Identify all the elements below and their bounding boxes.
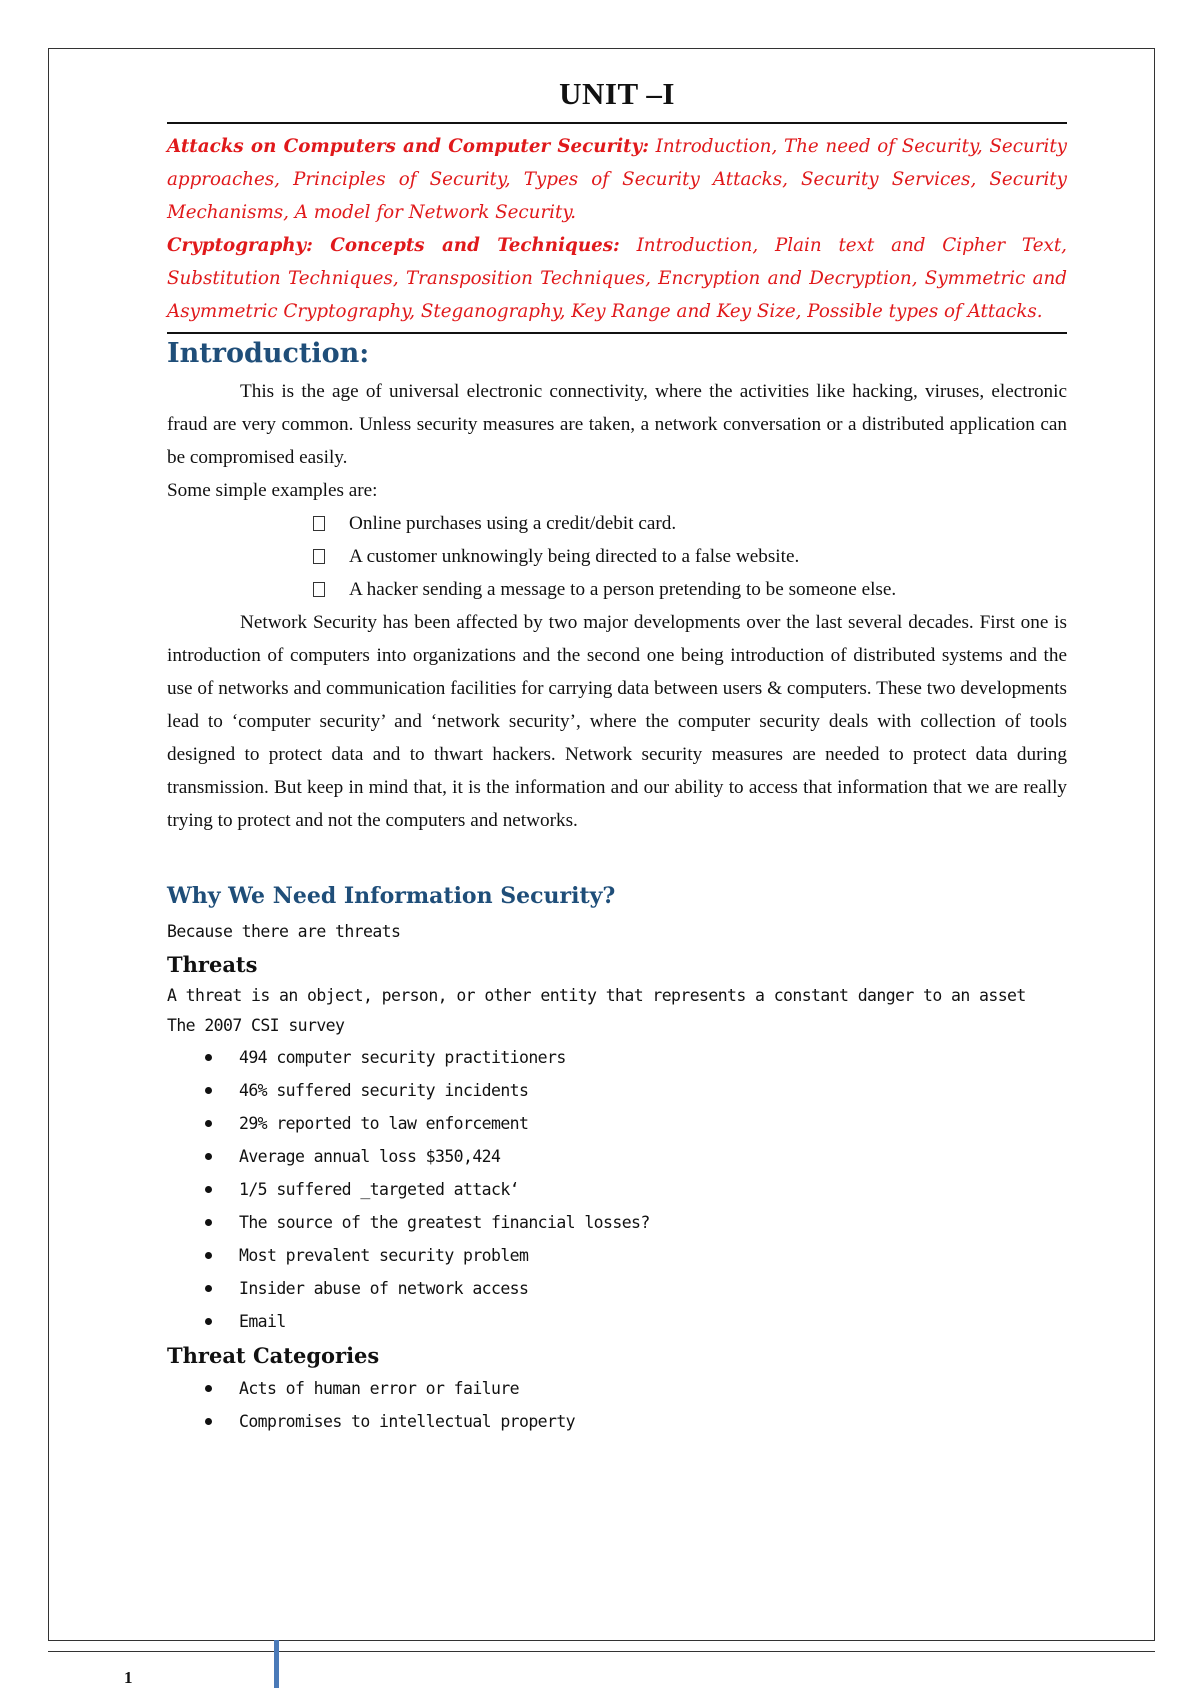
bottom-divider	[167, 332, 1067, 334]
intro-paragraph: This is the age of universal electronic connectivity, where the activities like hacking, viruses, electronic fraud are very common. Unless security measures are taken, a network conversation or a distributed application can be compromised easily.	[167, 381, 1067, 468]
list-item: The source of the greatest financial losses?	[203, 1206, 1067, 1239]
list-item: Online purchases using a credit/debit card.	[313, 507, 1067, 540]
list-item: Most prevalent security problem	[203, 1239, 1067, 1272]
bullet-icon	[205, 1186, 212, 1193]
bullet-icon	[205, 1318, 212, 1325]
missing-glyph-icon	[313, 582, 325, 597]
missing-glyph-icon	[313, 516, 325, 531]
footer-divider	[48, 1651, 1155, 1652]
syllabus-topics	[167, 124, 1067, 332]
list-item: Average annual loss $350,424	[203, 1140, 1067, 1173]
bullet-icon	[205, 1285, 212, 1292]
list-item: 46% suffered security incidents	[203, 1074, 1067, 1107]
topic-cryptography	[167, 229, 1067, 328]
list-item: 29% reported to law enforcement	[203, 1107, 1067, 1140]
survey-list	[167, 1041, 1067, 1338]
list-item: A hacker sending a message to a person pretending to be someone else.	[313, 573, 1067, 606]
unit-title: UNIT –I	[559, 76, 675, 111]
list-item: A customer unknowingly being directed to a false website.	[313, 540, 1067, 573]
list-item: Acts of human error or failure	[203, 1372, 1067, 1405]
why-subtitle: Because there are threats	[167, 922, 401, 941]
bullet-icon	[205, 1120, 212, 1127]
threat-categories-list	[167, 1372, 1067, 1438]
bullet-icon	[205, 1385, 212, 1392]
threat-definition: A threat is an object, person, or other entity that represents a constant danger to an asset	[167, 986, 1026, 1005]
topic-text: Introduction, The need of Security, Security approaches, Principles of Security, Types of Security Attacks, Security Services, Security Mechanisms, A model for Network Security.	[167, 136, 1067, 223]
bullet-icon	[205, 1418, 212, 1425]
topic-attacks	[167, 130, 1067, 229]
list-item: Insider abuse of network access	[203, 1272, 1067, 1305]
page-number-accent-bar	[274, 1640, 279, 1688]
bullet-icon	[205, 1252, 212, 1259]
topic-heading: Attacks on Computers and Computer Security:	[167, 136, 649, 157]
survey-label: The 2007 CSI survey	[167, 1016, 345, 1035]
page-number: 1	[124, 1668, 133, 1687]
list-item: Compromises to intellectual property	[203, 1405, 1067, 1438]
list-item: Email	[203, 1305, 1067, 1338]
threat-categories-heading: Threat Categories	[167, 1343, 380, 1368]
network-security-paragraph: Network Security has been affected by two major developments over the last several decades. First one is introduction of computers into organizations and the second one being introduction of distributed systems and the use of networks and communication facilities for carrying data between users & computers. These two developments lead to ‘computer security’ and ‘network security’, where the computer security deals with collection of tools designed to protect data and to thwart hackers. Network security measures are needed to protect data during transmission. But keep in mind that, it is the information and our ability to access that information that we are really trying to protect and not the computers and networks.	[167, 612, 1067, 831]
section-heading-introduction: Introduction:	[167, 338, 370, 369]
list-item: 1/5 suffered _targeted attack‘	[203, 1173, 1067, 1206]
examples-list	[313, 507, 1067, 606]
missing-glyph-icon	[313, 549, 325, 564]
bullet-icon	[205, 1087, 212, 1094]
bullet-icon	[205, 1153, 212, 1160]
threats-heading: Threats	[167, 952, 258, 977]
list-item: 494 computer security practitioners	[203, 1041, 1067, 1074]
topic-heading: Cryptography: Concepts and Techniques:	[167, 235, 620, 256]
examples-label: Some simple examples are:	[167, 480, 378, 501]
bullet-icon	[205, 1219, 212, 1226]
page-content	[167, 76, 1067, 1438]
section-heading-why: Why We Need Information Security?	[167, 883, 616, 909]
bullet-icon	[205, 1054, 212, 1061]
topic-text: Introduction, Plain text and Cipher Text, Substitution Techniques, Transposition Techniques, Encryption and Decryption, Symmetric and Asymmetric Cryptography, Steganography, Key Range and Key Size, Possible types of Attacks.	[167, 235, 1067, 322]
